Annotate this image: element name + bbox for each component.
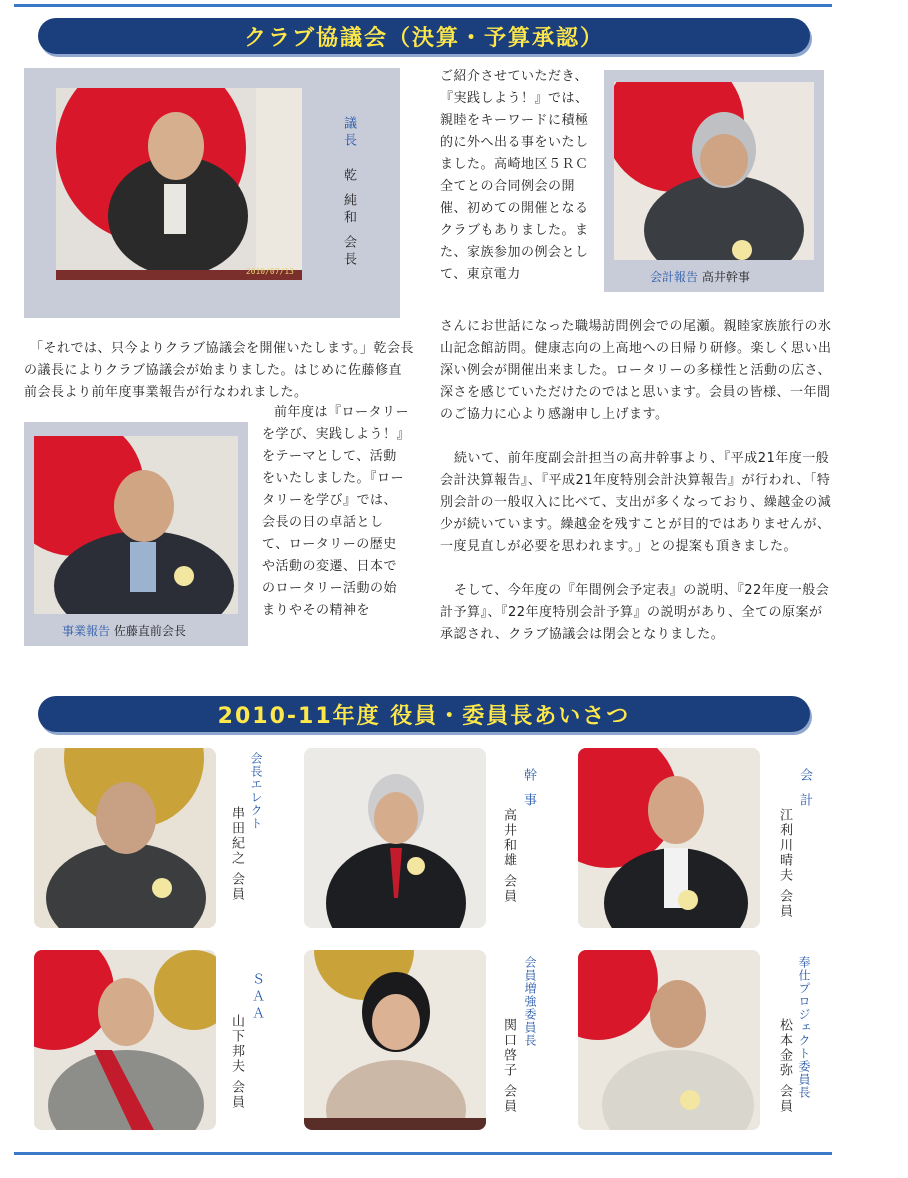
paragraph-closing: そして、今年度の『年間例会予定表』の説明、『22年度一般会計予算』、『22年度特別会計予算』の説明があり、全ての原案が承認され、クラブ協議会は閉会となりました。 <box>440 583 830 642</box>
officer-role-6: 奉仕プロジェクト委員長 <box>797 956 811 1099</box>
officer-photo-6 <box>578 950 760 1130</box>
business-caption-name: 佐藤直前会長 <box>113 624 186 638</box>
officer-name-4: 山下邦夫 会員 <box>229 1014 244 1111</box>
section-banner-officers <box>38 696 810 732</box>
officer-name-5: 関口啓子 会員 <box>501 1018 516 1115</box>
chair-name: 乾 純和 会長 <box>341 168 356 270</box>
officer-role-5: 会員増強委員長 <box>523 956 537 1047</box>
officer-photo-4 <box>34 950 216 1130</box>
business-caption-role: 事業報告 <box>62 624 111 638</box>
accounting-caption-name: 高井幹事 <box>701 270 750 284</box>
accounting-caption <box>650 268 750 285</box>
accounting-photo-frame <box>604 70 824 292</box>
business-photo-frame <box>24 422 248 646</box>
top-rule <box>14 4 832 7</box>
section-banner-council <box>38 18 810 54</box>
chair-role: 議長 <box>341 116 356 150</box>
officer-photo-1 <box>34 748 216 928</box>
officer-role-1: 会長エレクト <box>249 752 263 830</box>
left-column-text: 前年度は『ロータリーを学び、実践しよう！』をテーマとして、活動をいたしました。『ロータリーを学び』では、会長の日の卓話として、ロータリーの歴史や活動の変遷、日本でのロータリー活動の始まりやその精神を <box>262 405 410 618</box>
officer-role-2: 幹 事 <box>521 768 536 811</box>
officer-role-4: ＳＡＡ <box>249 972 264 1023</box>
right-column-text: さんにお世話になった職場訪問例会での尾瀬。親睦家族旅行の氷山記念館訪問。健康志向の上高地への日帰り研修。楽しく思い出深い例会が開催出来ました。ロータリーの多様性と活動の広さ、深さを感じていただけたのではと思います。会員の皆様、一年間のご協力に心より感謝申し上げます。 <box>440 319 832 422</box>
paragraph-accounting: 続いて、前年度副会計担当の高井幹事より、『平成21年度一般会計決算報告』、『平成21年度特別会計決算報告』が行われ、「特別会計の一般収入に比べて、支出が多くなっており、繰越金の減少が続いています。繰越金を残すことが目的ではありませんが、一度見直しが必要を思われます。」との提案も頂きました。 <box>440 451 832 554</box>
officer-role-3: 会 計 <box>797 768 812 811</box>
chair-photo-frame <box>24 68 400 318</box>
right-column-top-text: ご紹介させていただき、『実践しよう！』では、親睦をキーワードに積極的に外へ出る事をいたしました。高崎地区５ＲＣ全てとの合同例会の開催、初めての開催となるクラブもありました。また、家族参加の例会として、東京電力 <box>440 69 589 282</box>
officer-name-6: 松本金弥 会員 <box>777 1018 792 1115</box>
officer-name-3: 江利川晴夫 会員 <box>777 808 792 920</box>
officer-name-1: 串田紀之 会員 <box>229 806 244 903</box>
officer-photo-2 <box>304 748 486 928</box>
chair-photo <box>56 88 302 280</box>
accounting-caption-role: 会計報告 <box>650 270 699 284</box>
business-photo <box>34 436 238 614</box>
officer-photo-5 <box>304 950 486 1130</box>
intro-paragraph: 「それでは、只今よりクラブ協議会を開催いたします。」乾会長の議長によりクラブ協議会が始まりました。はじめに佐藤修直前会長より前年度事業報告が行なわれました。 <box>24 341 414 400</box>
business-caption <box>62 622 186 639</box>
accounting-photo <box>614 82 814 260</box>
officer-photo-3 <box>578 748 760 928</box>
officer-name-2: 高井和雄 会員 <box>501 808 516 905</box>
officers-section-title: 2010-11年度 役員・委員長あいさつ <box>217 703 631 729</box>
photo-date-stamp: 2010/07/13 <box>245 267 294 276</box>
bottom-rule <box>14 1152 832 1155</box>
section-title: クラブ協議会（決算・予算承認） <box>243 25 604 51</box>
